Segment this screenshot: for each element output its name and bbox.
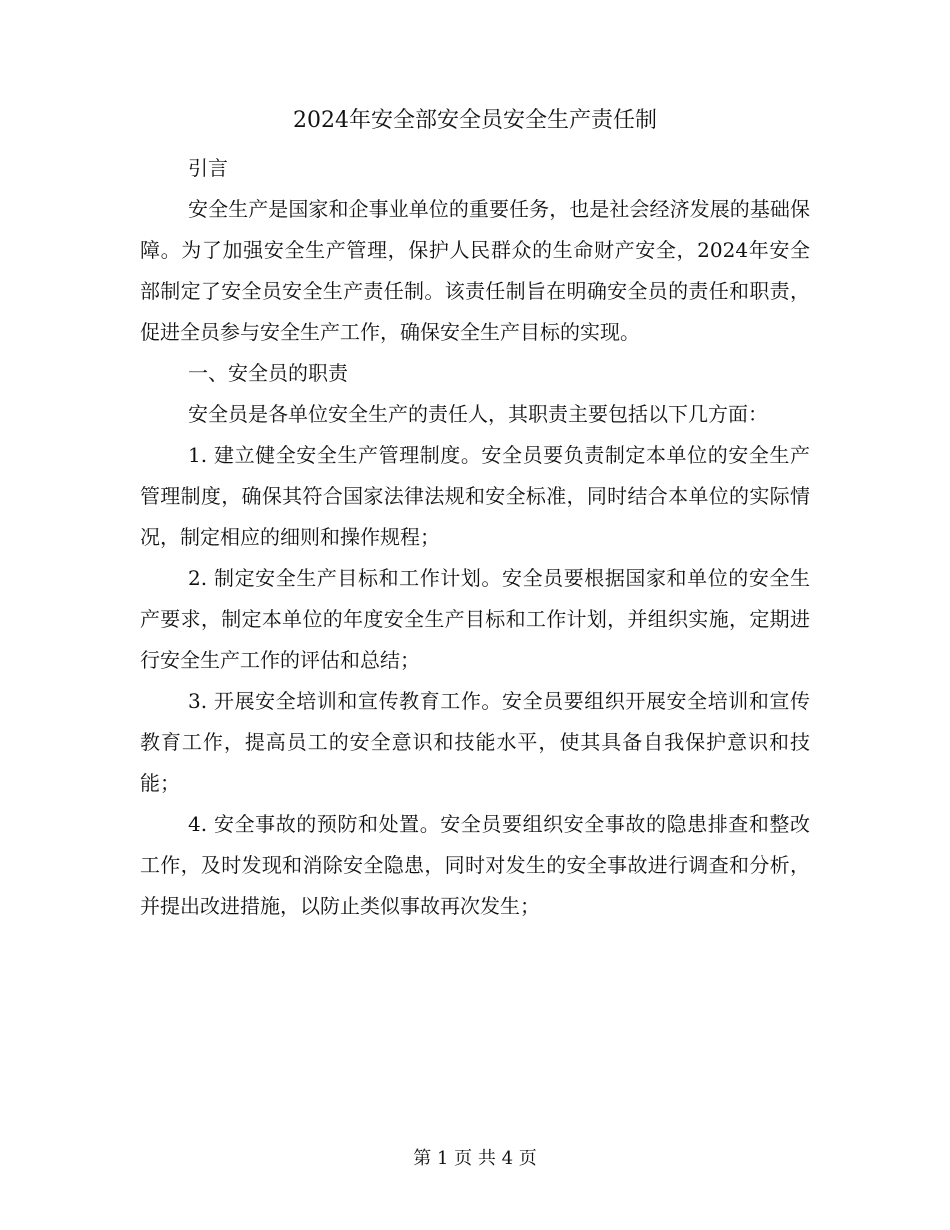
duty-item-3: 3. 开展安全培训和宣传教育工作。安全员要组织开展安全培训和宣传教育工作，提高员工的安全意识和技能水平，使其具备自我保护意识和技能；: [140, 689, 810, 795]
duty-item-4: 4. 安全事故的预防和处置。安全员要组织安全事故的隐患排查和整改工作，及时发现和消除安全隐患，同时对发生的安全事故进行调查和分析，并提出改进措施，以防止类似事故再次发生；: [140, 812, 810, 918]
document-body: [140, 104, 810, 927]
intro-paragraph: 安全生产是国家和企事业单位的重要任务，也是社会经济发展的基础保障。为了加强安全生产管理，保护人民群众的生命财产安全，2024年安全部制定了安全员安全生产责任制。该责任制旨在明确安全员的责任和职责，促进全员参与安全生产工作，确保安全生产目标的实现。: [140, 197, 810, 344]
duty-item-2: 2. 制定安全生产目标和工作计划。安全员要根据国家和单位的安全生产要求，制定本单位的年度安全生产目标和工作计划，并组织实施，定期进行安全生产工作的评估和总结；: [140, 566, 810, 672]
section-heading-duties: 一、安全员的职责: [188, 361, 348, 385]
document-title: 2024年安全部安全员安全生产责任制: [293, 108, 657, 133]
page-number-footer: 第 1 页 共 4 页: [413, 1148, 537, 1169]
intro-heading: 引言: [188, 156, 228, 180]
duty-item-1: 1. 建立健全安全生产管理制度。安全员要负责制定本单位的安全生产管理制度，确保其符合国家法律法规和安全标准，同时结合本单位的实际情况，制定相应的细则和操作规程；: [140, 443, 810, 549]
section-intro-paragraph: 安全员是各单位安全生产的责任人，其职责主要包括以下几方面：: [188, 402, 768, 426]
